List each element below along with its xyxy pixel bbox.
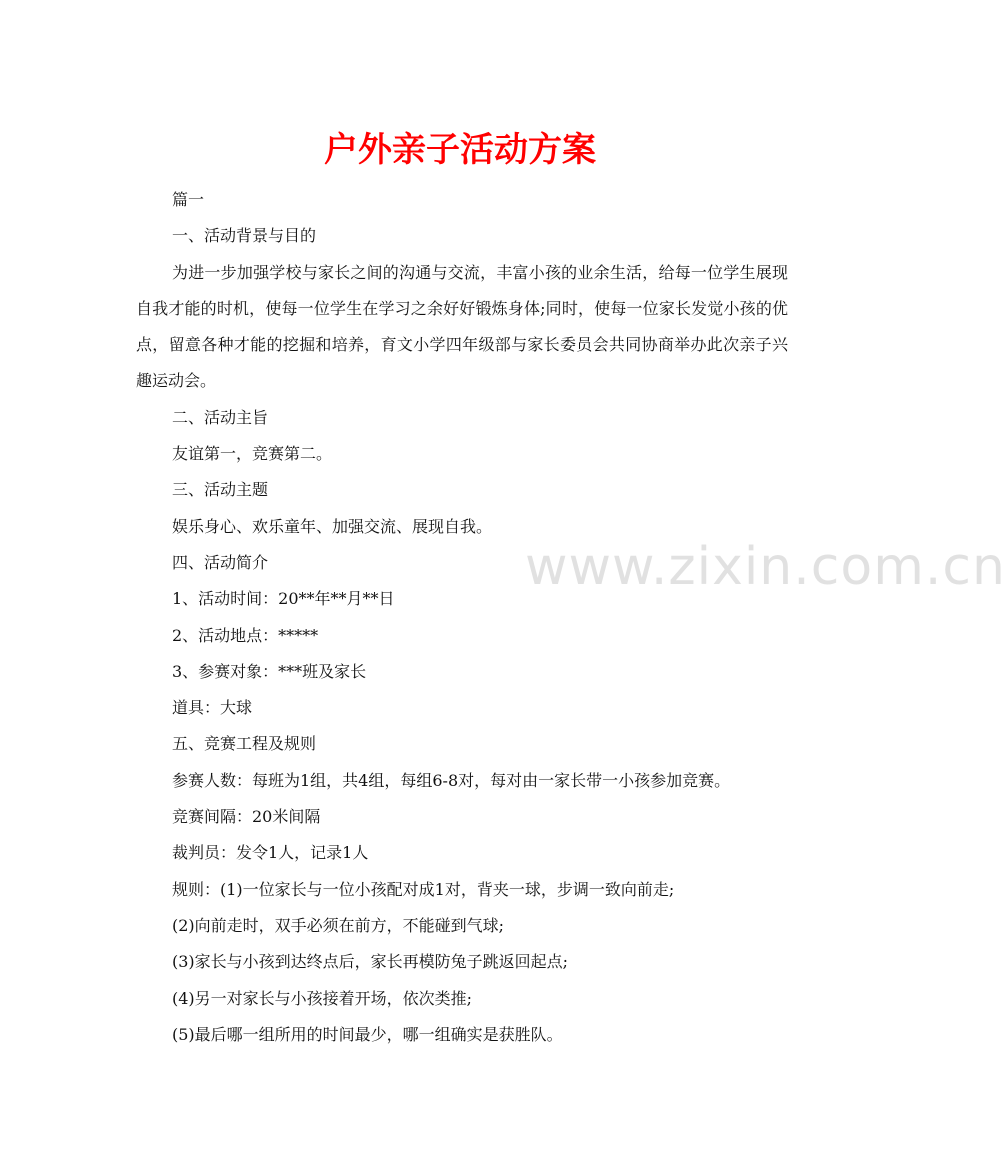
rule-2: (2)向前走时，双手必须在前方，不能碰到气球; [172, 915, 505, 935]
paragraph-team-size: 参赛人数：每班为1组，共4组，每组6-8对，每对由一家长带一小孩参加竞赛。 [172, 770, 731, 790]
paragraph-interval: 竞赛间隔：20米间隔 [172, 807, 321, 827]
paragraph-theme: 娱乐身心、欢乐童年、加强交流、展现自我。 [172, 516, 493, 536]
heading-theme: 三、活动主题 [172, 480, 269, 500]
rule-3: (3)家长与小孩到达终点后，家长再模防兔子跳返回起点; [172, 952, 569, 972]
heading-rules: 五、竞赛工程及规则 [172, 734, 317, 754]
rule-4: (4)另一对家长与小孩接着开场，依次类推; [172, 988, 473, 1008]
section-label: 篇一 [172, 190, 205, 209]
heading-background: 一、活动背景与目的 [172, 226, 317, 246]
paragraph-purpose: 友谊第一，竞赛第二。 [172, 444, 333, 464]
rule-5: (5)最后哪一组所用的时间最少，哪一组确实是获胜队。 [172, 1024, 563, 1044]
paragraph-referees: 裁判员：发令1人，记录1人 [172, 843, 369, 863]
watermark-text: www.zixin.com.cn [525, 537, 1006, 597]
item-props: 道具：大球 [172, 698, 253, 718]
document-body [136, 182, 788, 1053]
paragraph-background: 为进一步加强学校与家长之间的沟通与交流，丰富小孩的业余生活，给每一位学生展现自我才能的时机，使每一位学生在学习之余好好锻炼身体;同时，使每一位家长发觉小孩的优点，留意各种才能的挖掘和培养，育文小学四年级部与家长委员会共同协商举办此次亲子兴趣运动会。 [136, 262, 788, 391]
item-time: 1、活动时间：20**年**月**日 [172, 589, 395, 609]
heading-purpose: 二、活动主旨 [172, 407, 269, 427]
heading-overview: 四、活动简介 [172, 552, 269, 572]
item-location: 2、活动地点：***** [172, 625, 319, 645]
document-title: 户外亲子活动方案 [324, 130, 596, 170]
item-participants: 3、参赛对象：***班及家长 [172, 661, 367, 681]
rule-1: 规则：(1)一位家长与一位小孩配对成1对，背夹一球，步调一致向前走; [172, 879, 675, 899]
